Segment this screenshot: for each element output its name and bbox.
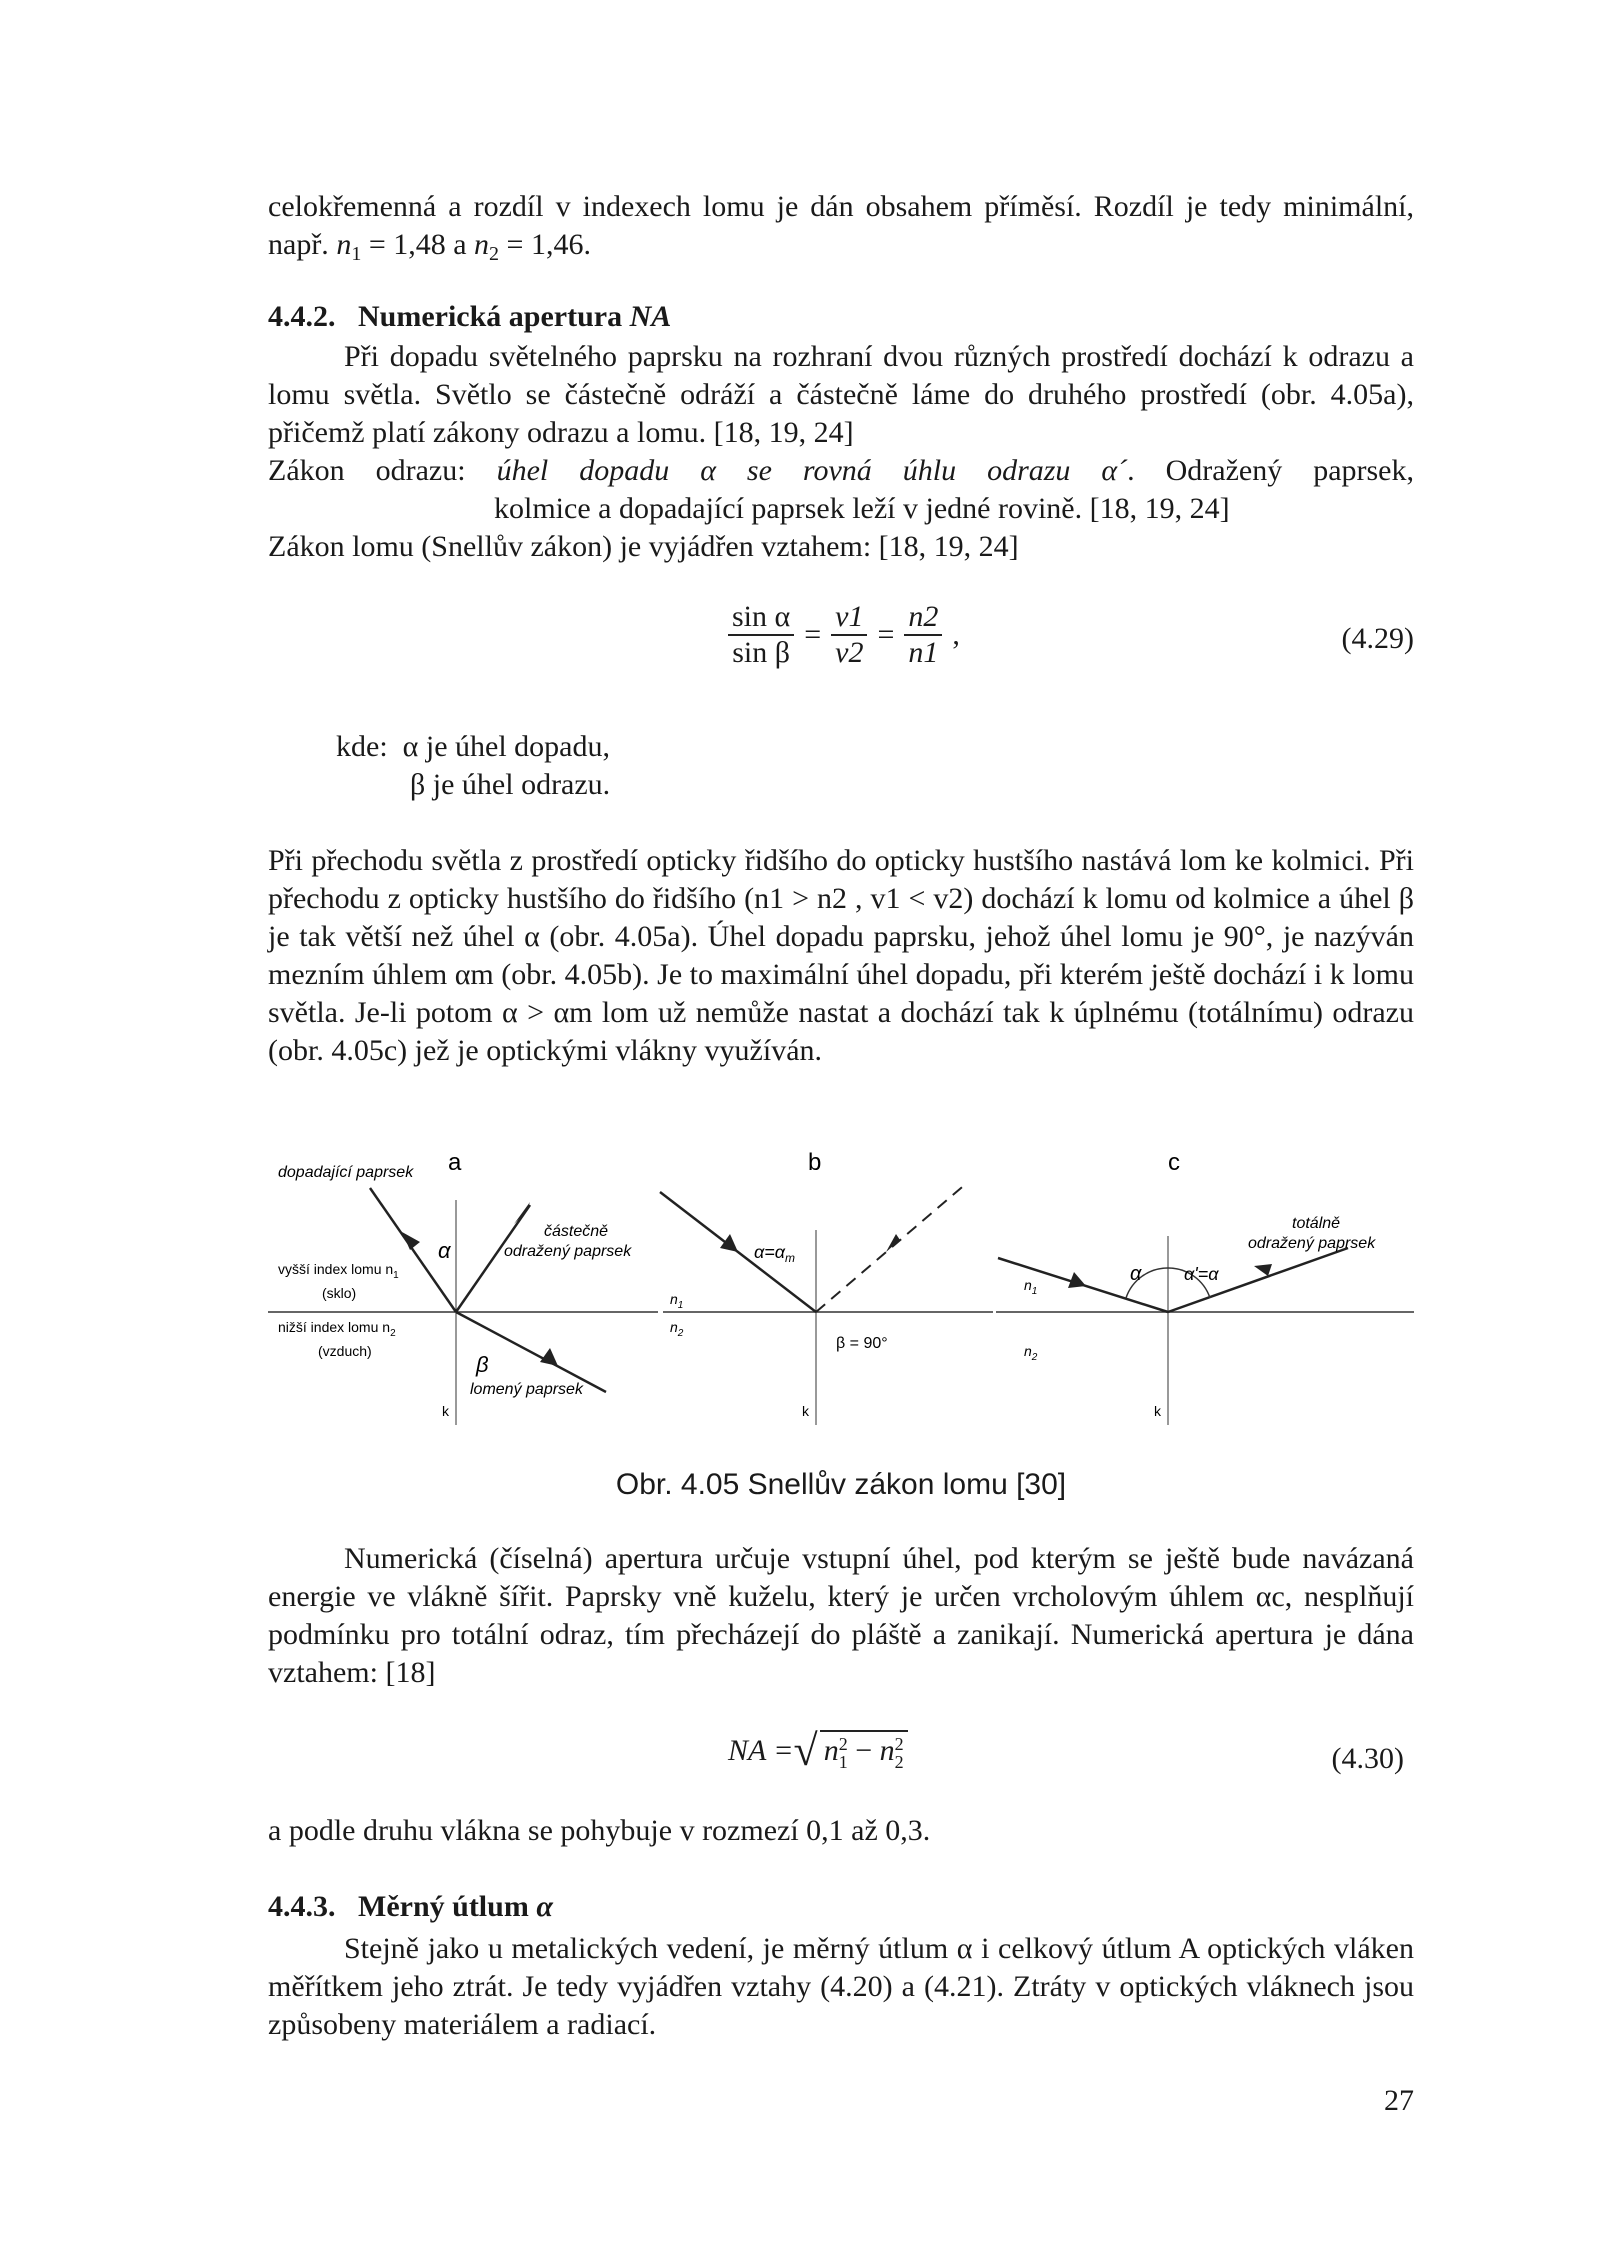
range-paragraph: a podle druhu vlákna se pohybuje v rozmezí 0,1 až 0,3. [268, 1814, 931, 1847]
panel-b-k: k [802, 1403, 809, 1419]
panel-b-letter: b [808, 1149, 822, 1176]
eq1-fraction-left: $\frac{\text{sin α}}{\text{sin β}}$ [728, 600, 794, 670]
panel-c-alpha: α [1130, 1263, 1142, 1285]
panel-c-total-line2: odražený paprsek [1248, 1235, 1376, 1252]
panel-c-n1: $n_1$ [1024, 1277, 1038, 1297]
sqrt-sign: √ [793, 1725, 818, 1775]
panel-c-alpha-prime: α'=α [1184, 1264, 1219, 1284]
eq1-fraction-right: $\frac{n2}{n1}$ [904, 600, 942, 670]
refraction-paragraph: Při přechodu světla z prostředí opticky řidšího do opticky hustšího nastává lom ke kolmici. Při přechodu z opticky hustšího do řidšího (n1 > n2 , v1 < v2) dochází k lomu od kolmice a úhel β je tak větší než úhel α (obr. 4.05a). Úhel dopadu paprsku, jehož úhel lomu je 90°, je nazýván mezním úhlem αm (obr. 4.05b). Je to maximální úhel dopadu, při kterém ještě dochází i k lomu světla. Je-li potom α > αm lom už nemůže nastat a dochází tak k úplnému (totálnímu) odrazu (obr. 4.05c) jež je optickými vlákny využíván. [268, 844, 1414, 1067]
section-heading-442: 4.4.2. Numerická apertura NA [268, 300, 672, 333]
panel-a-beta: β [476, 1352, 489, 1377]
panel-c-total-line1: totálně [1292, 1215, 1341, 1232]
panel-a-alpha: α [438, 1238, 451, 1263]
eq1-fraction-mid: $\frac{v1}{v2}$ [831, 600, 867, 670]
panel-a-incident-label: dopadající paprsek [278, 1164, 414, 1181]
section-443-paragraph: Stejně jako u metalických vedení, je měrný útlum α i celkový útlum A optických vláken měřítkem jeho ztrát. Je tedy vyjádřen vztahy (4.20) a (4.21). Ztráty v optických vláknech jsou způsobeny materiálem a radiací. [268, 1932, 1414, 2041]
panel-b-angle: $\alpha=\alpha_m$ [754, 1242, 796, 1265]
law-reflection: Zákon odrazu: úhel dopadu α se rovná úhlu odrazu α´. Odražený paprsek, kolmice a dopadající paprsek leží v jedné rovině. [18, 19, 24] [268, 454, 1415, 525]
panel-a-refracted-label: lomený paprsek [470, 1381, 583, 1398]
panel-c-letter: c [1168, 1149, 1180, 1176]
figure-caption: Obr. 4.05 Snellův zákon lomu [30] [615, 1468, 1067, 1501]
equation-4-29: $\frac{\text{sin α}}{\text{sin β}}$ = $\frac{v1}{v2}$ = $\frac{n2}{n1}$ , (4.29) [268, 600, 1414, 690]
figure-panel-c [996, 1149, 1414, 1425]
equation-number: (4.30) [1331, 1742, 1404, 1775]
panel-a-lower-index: nižší index lomu $n_2$ [278, 1319, 396, 1339]
panel-a-k: k [442, 1403, 449, 1419]
section-heading-443: 4.4.3. Měrný útlum α [268, 1890, 553, 1923]
panel-a-partial-line2: odražený paprsek [504, 1243, 632, 1260]
where-block: kde: α je úhel dopadu, β je úhel odrazu. [336, 730, 611, 801]
panel-a-air: (vzduch) [318, 1343, 372, 1359]
radicand: n 2 1 − n 2 2 [820, 1730, 908, 1771]
law-refraction: Zákon lomu (Snellův zákon) je vyjádřen vztahem: [18, 19, 24] [268, 530, 1019, 563]
numerical-aperture-paragraph: Numerická (číselná) apertura určuje vstupní úhel, pod kterým se ještě bude navázaná energie ve vlákně šířit. Paprsky vně kuželu, který je určen vrcholovým úhlem αc, nesplňují podmínku pro totální odraz, tím přecházejí do pláště a zanikají. Numerická apertura je dána vztahem: [18] [268, 1542, 1414, 1689]
panel-b-n2: $n_2$ [670, 1319, 684, 1339]
panel-c-n2: $n_2$ [1024, 1343, 1038, 1363]
panel-c-k: k [1154, 1403, 1161, 1419]
equation-4-30: NA = √ n 2 1 − n 2 2 (4.30) [728, 1725, 1404, 1775]
panel-a-higher-index: vyšší index lomu $n_1$ [278, 1261, 399, 1281]
panel-a-partial-line1: částečně [544, 1223, 609, 1240]
intro-paragraph: celokřemenná a rozdíl v indexech lomu je dán obsahem příměsí. Rozdíl je tedy minimální, např. $n_1 = 1,48$ a $n_2 = 1,46$. [268, 190, 1414, 265]
panel-b-n1: $n_1$ [670, 1291, 684, 1311]
section-442-paragraph: Při dopadu světelného paprsku na rozhraní dvou různých prostředí dochází k odrazu a lomu světla. Světlo se částečně odráží a částečně láme do druhého prostředí (obr. 4.05a), přičemž platí zákony odrazu a lomu. [18, 19, 24] [268, 340, 1414, 449]
panel-a-glass: (sklo) [322, 1285, 357, 1301]
figure-panel-a [268, 1149, 658, 1425]
figure-panel-b [660, 1149, 993, 1425]
snell-law-figure [268, 1140, 1414, 1440]
panel-a-letter: a [448, 1149, 462, 1176]
panel-b-beta: β = 90° [836, 1335, 888, 1352]
equation-number: (4.29) [1341, 622, 1414, 655]
page-number: 27 [1384, 2084, 1414, 2117]
